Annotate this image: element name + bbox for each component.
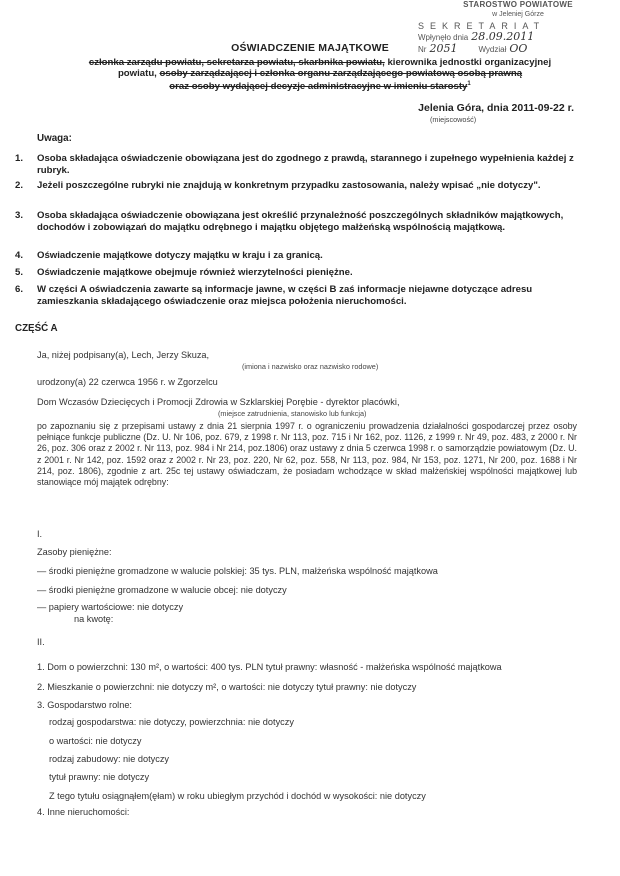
note-6: 6. W części A oświadczenia zawarte są informacje jawne, w części B zaś informacje niejawne dotyczące adresu zamieszkania składającego oświadczenie oraz miejsca położenia nieruchomości.	[15, 284, 533, 307]
section-2-heading: II.	[37, 637, 45, 647]
subtitle-line-1	[70, 57, 570, 68]
securities-amount: na kwotę:	[74, 614, 114, 624]
farm-income: Z tego tytułu osiągnąłem(ęłam) w roku ubiegłym przychód i dochód w wysokości: nie dotyczy	[49, 791, 426, 801]
legal-basis-paragraph: po zapoznaniu się z przepisami ustawy z dnia 21 sierpnia 1997 r. o ograniczeniu prowadzenia działalności gospodarczej przez osoby pełniące funkcje publiczne (Dz. U. Nr 106, poz. 679, z 1998 r. Nr 113, poz. 715 i Nr 162, poz. 1126, z 1999 r. Nr 49, poz. 483, z 2000 r. Nr 26, poz. 306 oraz z 2002 r. Nr 113, poz. 984 i Nr 214, poz.1806) oraz ustawy z dnia 5 czerwca 1998 r. o samorządzie powiatowym (Dz. U. z 2001 r. Nr 142, poz. 1592 oraz z 2002 r. Nr 23, poz. 220, Nr 62, poz. 558, Nr 113, poz. 984, Nr 153, poz. 1271, Nr 200, poz. 1688 i Nr 214, poz. 1806), zgodnie z art. 25c tej ustawy oświadczam, że posiadam wchodzące w skład małżeńskiej wspólności majątkowej lub stanowiące mój majątek odrębny:	[37, 421, 577, 488]
stamp-nr-label: Nr	[418, 45, 427, 54]
notes-heading: Uwaga:	[37, 133, 72, 144]
cash-foreign: — środki pieniężne gromadzone w walucie obcej: nie dotyczy	[37, 585, 287, 595]
stamp-dept-label: Wydział	[478, 45, 507, 54]
farm-type: rodzaj gospodarstwa: nie dotyczy, powierzchnia: nie dotyczy	[49, 717, 294, 727]
struck-text-2: osoby zarządzającej i członka organu zarządzającego powiatową osobą prawną	[159, 68, 523, 79]
subtitle-kept-1: kierownika jednostki organizacyjnej	[387, 57, 552, 68]
birth-info: urodzony(a) 22 czerwca 1956 r. w Zgorzelcu	[37, 377, 218, 387]
section-1-heading: I.	[37, 529, 43, 539]
subtitle-line-3	[70, 79, 570, 92]
note-3: 3. Osoba składająca oświadczenie obowiązana jest określić przynależność poszczególnych składników majątkowych, dochodów i zobowiązań do majątku odrębnego i majątku objętego małżeńską wspólnością majątkową.	[15, 210, 564, 233]
employer-info: Dom Wczasów Dziecięcych i Promocji Zdrowia w Szklarskiej Porębie - dyrektor placówki,	[37, 397, 400, 407]
property-other: 4. Inne nieruchomości:	[37, 807, 130, 817]
stamp-office: STAROSTWO POWIATOWE	[463, 0, 573, 9]
note-4: 4. Oświadczenie majątkowe dotyczy majątku w kraju i za granicą.	[15, 250, 323, 261]
subtitle-line-2	[70, 68, 570, 79]
stamp-received-date: 28.09.2011	[471, 30, 535, 43]
property-apartment: 2. Mieszkanie o powierzchni: nie dotyczy m², o wartości: nie dotyczy tytuł prawny: nie dotyczy	[37, 682, 417, 692]
subtitle-kept-2: powiatu,	[117, 68, 157, 79]
farm-title: tytuł prawny: nie dotyczy	[49, 772, 150, 782]
cash-pln: — środki pieniężne gromadzone w walucie polskiej: 35 tys. PLN, małżeńska wspólność majątkowa	[37, 566, 438, 576]
note-1: 1. Osoba składająca oświadczenie obowiązana jest do zgodnego z prawdą, starannego i zupełnego wypełnienia każdej z rubryk.	[15, 153, 574, 176]
declarant-caption: (imiona i nazwisko oraz nazwisko rodowe)	[242, 362, 379, 371]
declarant-name: Ja, niżej podpisany(a), Lech, Jerzy Skuza,	[37, 350, 210, 360]
employer-caption: (miejsce zatrudnienia, stanowisko lub funkcja)	[218, 409, 367, 418]
property-farm: 3. Gospodarstwo rolne:	[37, 700, 132, 710]
note-2: 2. Jeżeli poszczególne rubryki nie znajdują w konkretnym przypadku zastosowania, należy wpisać „nie dotyczy".	[15, 180, 541, 191]
stamp-city: w Jeleniej Górze	[492, 11, 544, 18]
farm-value: o wartości: nie dotyczy	[49, 736, 142, 746]
struck-text-3: oraz osoby wydającej decyzje administracyjne w imieniu starosty	[169, 81, 468, 93]
farm-buildings: rodzaj zabudowy: nie dotyczy	[49, 754, 170, 764]
part-a-heading: CZĘŚĆ A	[15, 323, 58, 334]
stamp-received-label: Wpłynęło dnia	[418, 33, 469, 42]
securities: — papiery wartościowe: nie dotyczy	[37, 602, 184, 612]
stamp-department: SEKRETARIAT	[418, 21, 546, 31]
place-caption: (miejscowość)	[430, 115, 477, 124]
place-date: Jelenia Góra, dnia 2011-09-22 r.	[418, 102, 574, 114]
document-title: OŚWIADCZENIE MAJĄTKOWE	[231, 42, 389, 54]
property-house: 1. Dom o powierzchni: 130 m², o wartości: 400 tys. PLN tytuł prawny: własność - małżeńska wspólność majątkowa	[37, 662, 502, 672]
cash-label: Zasoby pieniężne:	[37, 547, 112, 557]
note-5: 5. Oświadczenie majątkowe obejmuje również wierzytelności pieniężne.	[15, 267, 353, 278]
footnote-mark: 1	[467, 81, 471, 87]
stamp-nr-value: 2051	[429, 42, 458, 55]
struck-text-1: członka zarządu powiatu, sekretarza powiatu, skarbnika powiatu,	[88, 57, 385, 68]
stamp-dept-value: OO	[509, 42, 528, 55]
